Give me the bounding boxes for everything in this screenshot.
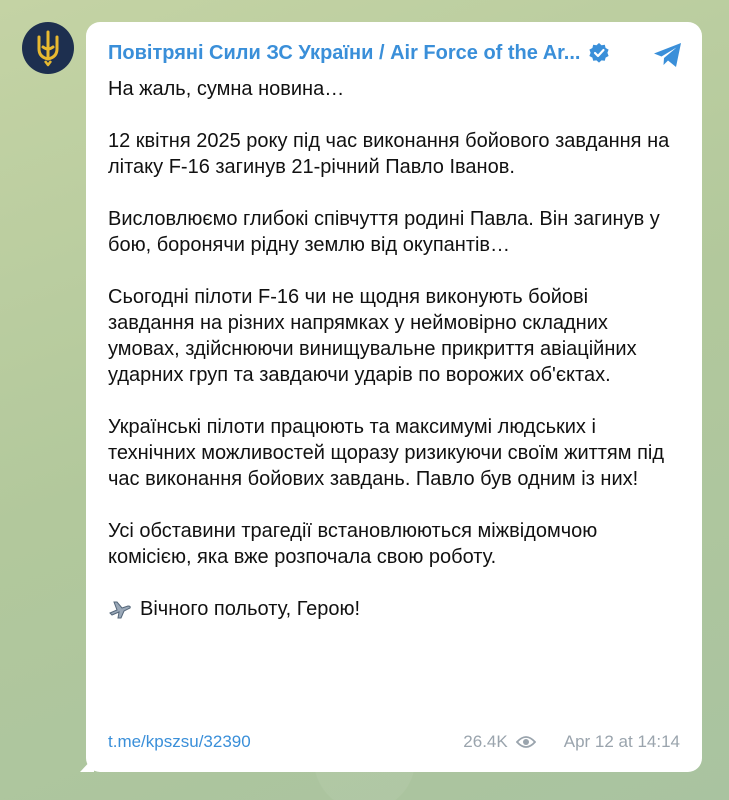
closing-line xyxy=(108,596,680,622)
message-paragraph: Висловлюємо глибокі співчуття родині Павла. Він загинув у бою, боронячи рідну землю від окупантів… xyxy=(108,208,660,256)
message-footer xyxy=(108,732,680,752)
closing-text: Вічного польоту, Герою! xyxy=(140,598,361,620)
message-text xyxy=(108,76,680,622)
share-button[interactable] xyxy=(652,40,684,70)
message-date: Apr 12 at 14:14 xyxy=(563,732,680,751)
eye-icon xyxy=(516,735,536,749)
message-paragraph: Усі обставини трагедії встановлюються міжвідомчою комісією, яка вже розпочала свою роботу. xyxy=(108,520,598,568)
telegram-share-icon xyxy=(652,41,684,69)
message-meta xyxy=(463,732,680,752)
message-paragraph: 12 квітня 2025 року під час виконання бойового завдання на літаку F-16 загинув 21-річний Павло Іванов. xyxy=(108,130,670,178)
message-paragraph: На жаль, сумна новина… xyxy=(108,78,345,100)
view-count: 26.4K xyxy=(463,732,508,751)
airplane-emoji-icon xyxy=(108,598,132,620)
channel-avatar[interactable] xyxy=(22,22,74,74)
message-paragraph: Українські пілоти працюють та максимумі людських і технічних можливостей щоразу ризикуючи своїм життям під час виконання бойових завдань. Павло був одним із них! xyxy=(108,416,665,490)
message-paragraph: Сьогодні пілоти F-16 чи не щодня виконують бойові завдання на різних напрямках у неймовірно складних умовах, здійснюючи винищувальне прикриття авіаційних ударних груп та завдаючи ударів по ворожих об'єктах. xyxy=(108,286,637,386)
channel-name[interactable]: Повітряні Сили ЗС України / Air Force of the Ar... xyxy=(108,41,581,64)
verified-badge-icon xyxy=(588,42,610,64)
message-header xyxy=(108,38,680,68)
air-force-trident-emblem-icon xyxy=(31,29,65,67)
post-link[interactable]: t.me/kpszsu/32390 xyxy=(108,732,251,751)
message-bubble xyxy=(86,22,702,772)
